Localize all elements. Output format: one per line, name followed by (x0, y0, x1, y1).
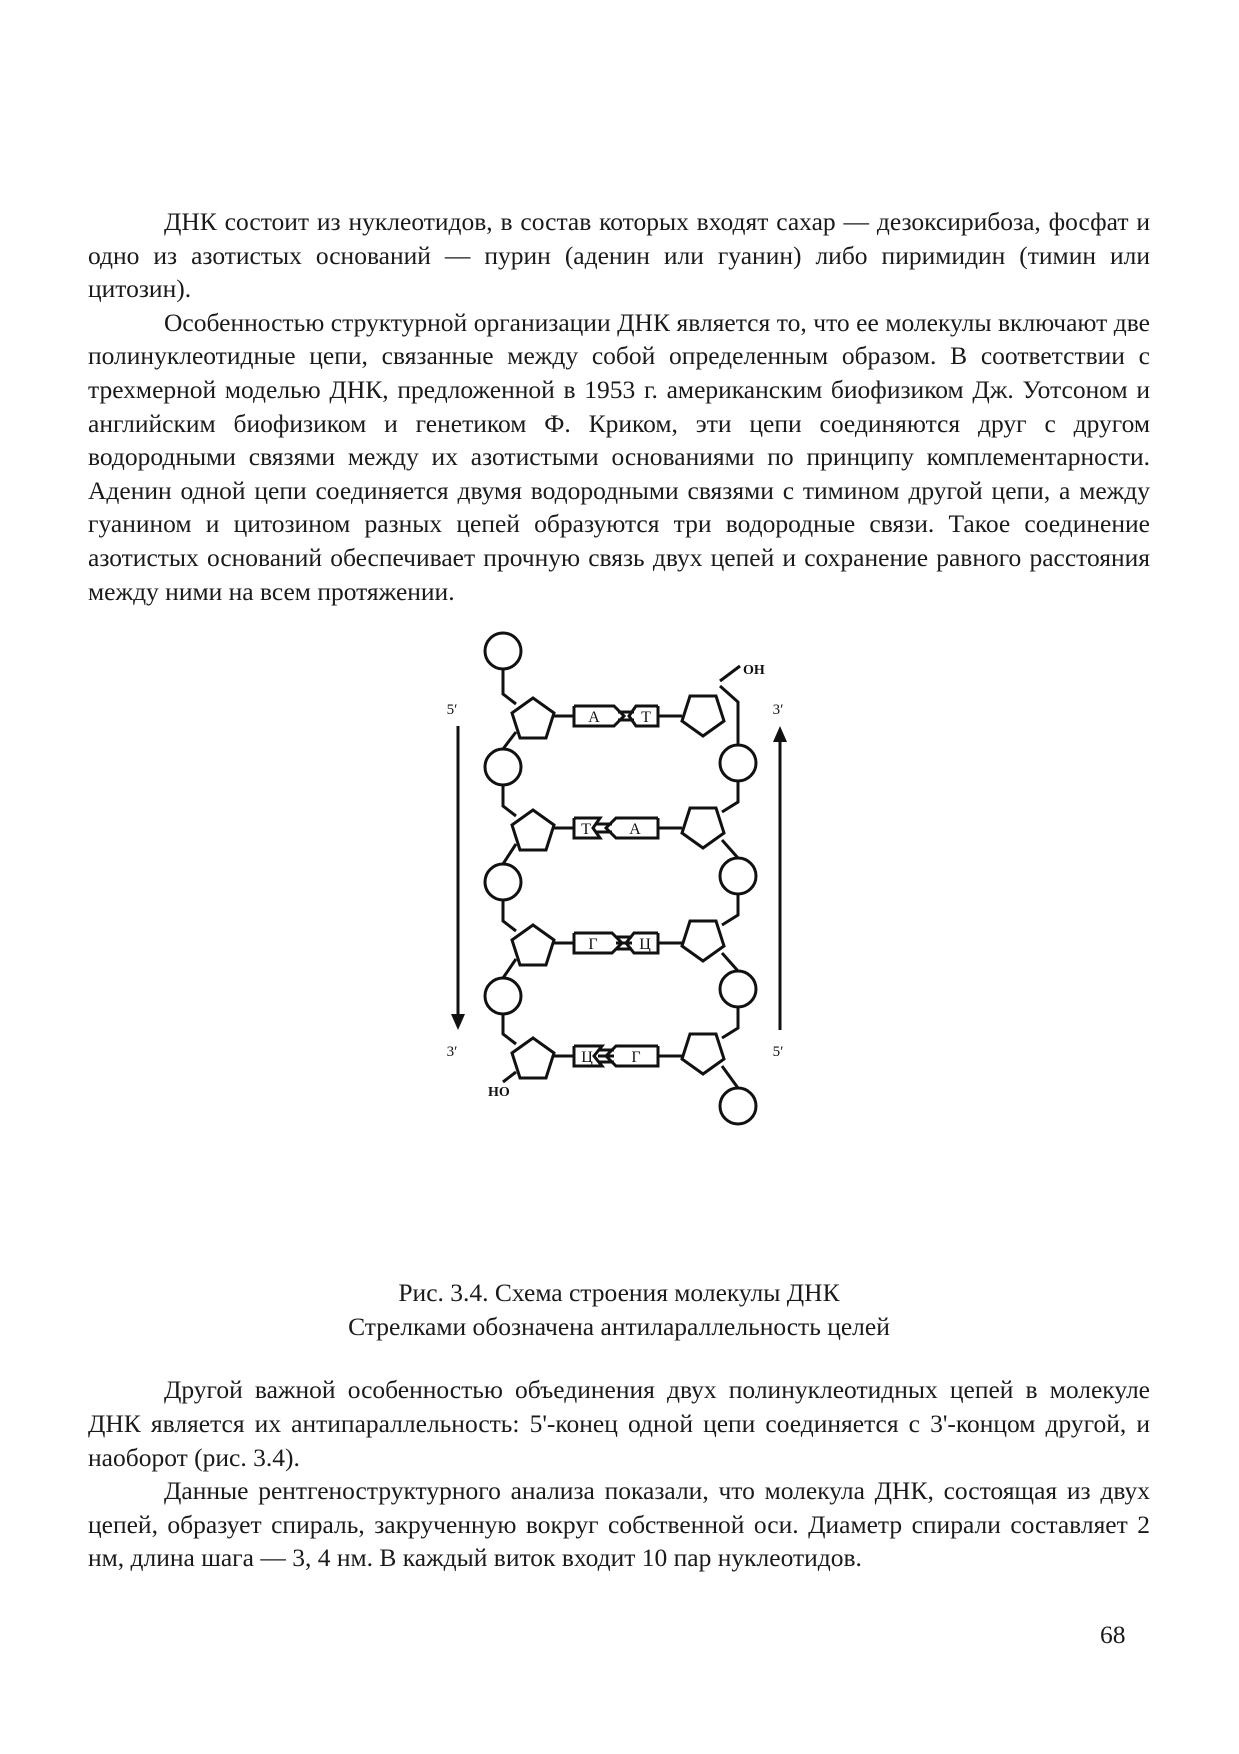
left-phosphate-circle (485, 864, 521, 900)
dna-diagram (88, 626, 1150, 1276)
right-strand-bond (722, 781, 738, 812)
figure-caption-title: Рис. 3.4. Схема строения молекулы ДНК (398, 1278, 840, 1308)
left-base-box (574, 933, 622, 953)
dna-figure (88, 626, 1150, 1276)
left-deoxyribose-pentagon (512, 925, 554, 965)
base-pair-1 (554, 706, 682, 726)
oh-label: OH (743, 663, 765, 679)
left-strand-bond (503, 1014, 516, 1044)
base-pair-3 (554, 933, 682, 953)
base-letter: Т (641, 709, 651, 727)
right-strand-bond (722, 1007, 738, 1038)
left-strand-bond (503, 900, 516, 931)
base-pair-2 (554, 818, 682, 838)
right-strand-bond (722, 894, 738, 925)
right-deoxyribose-pentagon (682, 696, 724, 736)
left-phosphate-circle (485, 633, 521, 669)
right-strand-bond (722, 953, 738, 971)
right-strand-bond (722, 1066, 738, 1088)
page-content (88, 205, 1150, 1575)
base-letter: А (629, 821, 641, 839)
left-top-5-label: 5′ (446, 702, 458, 719)
left-strand-bond (503, 959, 516, 978)
base-pair-4 (554, 1046, 682, 1066)
left-phosphate-circle (485, 749, 521, 785)
left-strand-bond (503, 785, 516, 816)
right-deoxyribose-pentagon (682, 921, 724, 961)
left-strand-bond (503, 732, 516, 749)
left-strand-bond (503, 1072, 516, 1082)
left-deoxyribose-pentagon (512, 810, 554, 850)
paragraph-nucleotides: ДНК состоит из нуклеотидов, в состав которых входят сахар — дезоксирибоза, фосфат и одно из азотистых оснований — пурин (аденин или гуанин) либо пиримидин (тимин или цитозин). (88, 207, 1150, 304)
right-strand-bond (722, 840, 738, 858)
base-letter: А (588, 709, 600, 727)
right-top-3-label: 3′ (772, 702, 784, 719)
right-phosphate-circle (720, 745, 756, 781)
base-letter: Г (631, 1049, 641, 1067)
right-bottom-5-label: 5′ (772, 1044, 784, 1061)
paragraph-structure: Особенностью структурной организации ДНК является то, что ее молекулы включают две полинуклеотидные цепи, связанные между собой определенным образом. В соответствии с трехмерной моделью ДНК, предложенной в 1953 г. американским биофизиком Дж. Уотсоном и английским биофизиком и генетиком Ф. Криком, эти цепи соединяются друг с другом водородными связями между их азотистыми основаниями по принципу комплементарности. Аденин одной цепи соединяется двумя водородными связями с тимином другой цепи, а между гуанином и цитозином разных цепей образуются три водородные связи. Такое соединение азотистых оснований обеспечивает прочную связь двух цепей и сохранение равного расстояния между ними на всем протяжении. (88, 307, 1150, 606)
right-phosphate-circle (720, 971, 756, 1007)
right-deoxyribose-pentagon (682, 1034, 724, 1074)
left-phosphate-circle (485, 978, 521, 1014)
right-deoxyribose-pentagon (682, 808, 724, 848)
left-strand-bond (503, 844, 516, 864)
base-letter: Т (581, 821, 591, 839)
left-deoxyribose-pentagon (512, 1038, 554, 1078)
left-bottom-3-label: 3′ (446, 1044, 458, 1061)
page-number: 68 (1100, 1620, 1126, 1649)
left-strand-bond (503, 669, 516, 704)
paragraph-antiparallel: Другой важной особенностью объединения двух полинуклеотидных цепей в молекуле ДНК является их антипараллельность: 5'-конец одной цепи соединяется с 3'-концом другой, и наоборот (рис. 3.4). (88, 1375, 1150, 1472)
left-direction-arrow (451, 726, 465, 1030)
base-letter: Ц (581, 1049, 593, 1067)
right-direction-arrow (773, 726, 787, 1030)
paragraph-helix: Данные рентгеноструктурного анализа показали, что молекула ДНК, состоящая из двух цепей, образует спираль, закрученную вокруг собственной оси. Диаметр спирали составляет 2 нм, длина шага — 3, 4 нм. В каждый виток входит 10 пар нуклеотидов. (88, 1476, 1150, 1573)
left-deoxyribose-pentagon (512, 698, 554, 738)
right-phosphate-circle (720, 1088, 756, 1124)
figure-caption-note: Стрелками обозначена антилараллельность целей (348, 1311, 890, 1341)
ho-label: HO (488, 1085, 510, 1101)
base-letter: Ц (639, 936, 651, 954)
right-phosphate-circle (720, 858, 756, 894)
base-letter: Г (588, 936, 598, 954)
